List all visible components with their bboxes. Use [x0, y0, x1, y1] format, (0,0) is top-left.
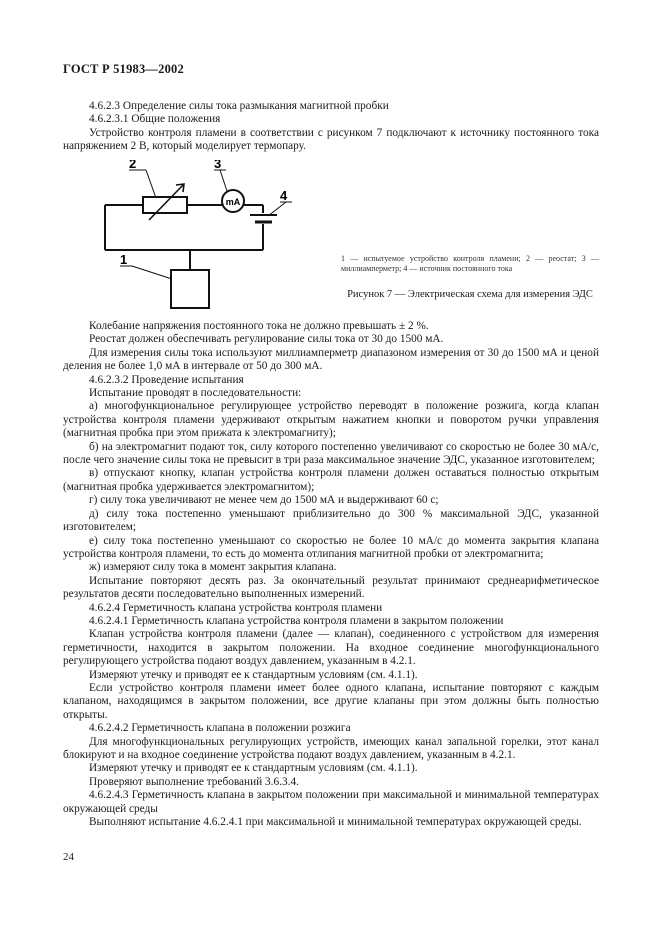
subsection-heading: 4.6.2.4.1 Герметичность клапана устройства контроля пламени в закрытом положении [89, 614, 504, 627]
list-item: е) силу тока постепенно уменьшают со скоростью не более 10 мА/с до момента закрытия клапана устройства контроля пламени, то есть до момента отлипания магнитной пробки от электромагнита; [63, 534, 599, 560]
milliammeter-label: mA [225, 197, 241, 207]
paragraph: Испытание проводят в последовательности: [89, 387, 302, 400]
circuit-diagram [100, 160, 340, 320]
rheostat [143, 197, 187, 213]
paragraph: Устройство контроля пламени в соответствии с рисунком 7 подключают к источнику постоянного тока напряжением 2 В, который моделирует термопару. [63, 126, 599, 153]
list-item: ж) измеряют силу тока в момент закрытия клапана. [89, 561, 337, 574]
paragraph: Испытание повторяют десять раз. За окончательный результат принимают среднеарифметическое результатов десяти последовательно выполненных измерений. [63, 574, 599, 601]
section-heading: 4.6.2.4 Герметичность клапана устройства контроля пламени [89, 601, 383, 614]
figure-legend: 1 — испытуемое устройство контроля пламени; 2 — реостат; 3 — миллиамперметр; 4 — источник постоянного тока [341, 254, 599, 273]
list-item: в) отпускают кнопку, клапан устройства контроля пламени должен оставаться полностью открытым (магнитная пробка удерживается электромагнитом); [63, 467, 599, 493]
list-item: г) силу тока увеличивают не менее чем до 1500 мА и выдерживают 60 с; [89, 494, 439, 507]
paragraph: Для многофункциональных регулирующих устройств, имеющих канал запальной горелки, этот канал блокируют и на входное соединение устройства подают воздух давлением, указанным в 4.2.1. [63, 735, 599, 761]
label-4: 4 [280, 188, 288, 203]
paragraph: Реостат должен обеспечивать регулирование силы тока от 30 до 1500 мА. [89, 333, 444, 346]
list-item: б) на электромагнит подают ток, силу которого постепенно увеличивают со скоростью не более 30 мА/с, после чего значение силы тока не превысит в три раза максимальное значение ЭДС, указанное изготовителем; [63, 440, 599, 467]
rheostat-arrow [149, 184, 184, 220]
label-2: 2 [129, 160, 137, 171]
leader-line [220, 170, 227, 191]
paragraph: Клапан устройства контроля пламени (далее — клапан), соединенного с устройством для измерения герметичности, находится в закрытом положении. На входное соединение многофункционального регулирующего устройства подают воздух давлением, указанным в 4.2.1. [63, 628, 599, 668]
leader-line [132, 266, 172, 279]
subsection-heading: 4.6.2.3.2 Проведение испытания [89, 373, 244, 386]
list-item: д) силу тока постепенно уменьшают приблизительно до 300 % максимальной ЭДС, указанной изготовителем; [63, 507, 599, 534]
paragraph: Выполняют испытание 4.6.2.4.1 при максимальной и минимальной температурах окружающей среды. [89, 816, 582, 829]
paragraph: Если устройство контроля пламени имеет более одного клапана, испытание повторяют с каждым клапаном, находящимся в закрытом положении, все другие клапаны при этом должны быть полностью открыты. [63, 681, 599, 721]
page-number: 24 [63, 851, 74, 863]
intro-text [63, 100, 599, 154]
document-header: ГОСТ Р 51983—2002 [63, 62, 184, 76]
body-text [63, 320, 599, 829]
label-1: 1 [120, 252, 128, 267]
subsection-heading: 4.6.2.4.3 Герметичность клапана в закрытом положении при максимальной и минимальной температурах окружающей среды [63, 789, 599, 815]
paragraph: Измеряют утечку и приводят ее к стандартным условиям (см. 4.1.1). [89, 668, 418, 681]
list-item: а) многофункциональное регулирующее устройство переводят в положение розжига, когда клапан устройства контроля пламени удерживают открытым нажатием кнопки и поворотом ручки управления (магнитная пробка при этом прижата к электромагниту); [63, 400, 599, 440]
paragraph: Колебание напряжения постоянного тока не должно превышать ± 2 %. [89, 320, 429, 332]
label-3: 3 [214, 160, 222, 171]
paragraph: Проверяют выполнение требований 3.6.3.4. [89, 775, 299, 788]
leader-line [146, 170, 156, 198]
leader-line [268, 202, 286, 216]
paragraph: Для измерения силы тока используют миллиамперметр диапазоном измерения от 30 до 1500 мА и ценой деления не более 1,0 мА в интервале от 50 до 300 мА. [63, 346, 599, 373]
section-heading: 4.6.2.3 Определение силы тока размыкания магнитной пробки [89, 100, 389, 112]
device-under-test [171, 270, 209, 308]
subsection-heading: 4.6.2.3.1 Общие положения [89, 113, 221, 126]
paragraph: Измеряют утечку и приводят ее к стандартным условиям (см. 4.1.1). [89, 762, 418, 775]
figure-caption: Рисунок 7 — Электрическая схема для измерения ЭДС [347, 289, 593, 300]
subsection-heading: 4.6.2.4.2 Герметичность клапана в положении розжига [89, 722, 351, 735]
